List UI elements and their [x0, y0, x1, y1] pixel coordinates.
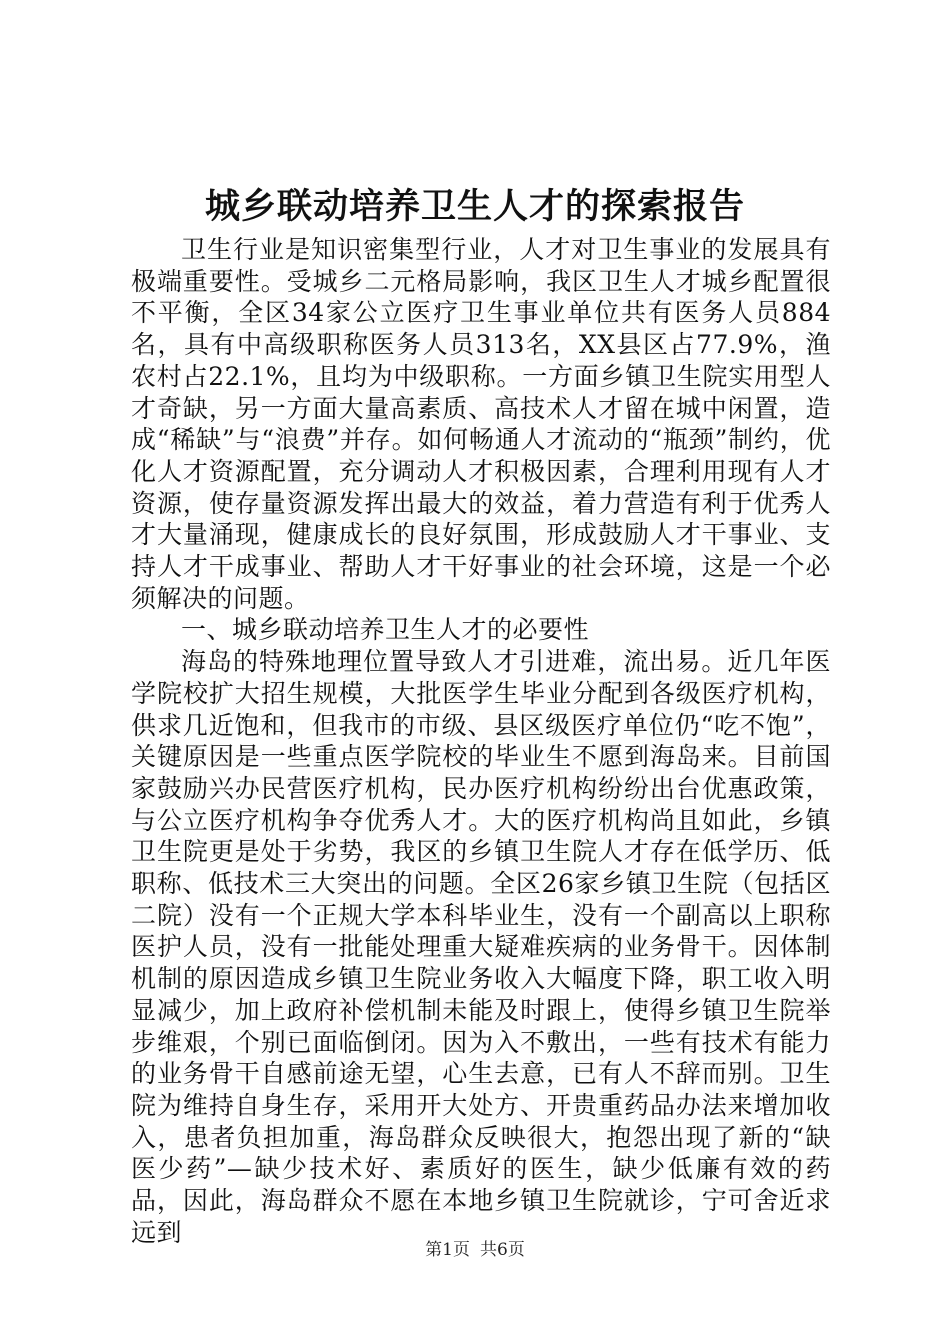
- page-footer: [0, 1238, 950, 1262]
- document-title: 城乡联动培养卫生人才的探索报告: [204, 186, 745, 227]
- intro-paragraph: 卫生行业是知识密集型行业，人才对卫生事业的发展具有极端重要性。受城乡二元格局影响，我区卫生人才城乡配置很不平衡，全区34家公立医疗卫生事业单位共有医务人员884名，具有中高级职称医务人员313名，XX县区占77.9%，渔农村占22.1%，且均为中级职称。一方面乡镇卫生院实用型人才奇缺，另一方面大量高素质、高技术人才留在城中闲置，造成“稀缺”与“浪费”并存。如何畅通人才流动的“瓶颈”制约，优化人才资源配置，充分调动人才积极因素，合理利用现有人才资源，使存量资源发挥出最大的效益，着力营造有利于优秀人才大量涌现，健康成长的良好氛围，形成鼓励人才干事业、支持人才干成事业、帮助人才干好事业的社会环境，这是一个必须解决的问题。: [131, 235, 831, 613]
- section-heading: 一、城乡联动培养卫生人才的必要性: [181, 615, 590, 645]
- body-paragraph: 海岛的特殊地理位置导致人才引进难，流出易。近几年医学院校扩大招生规模，大批医学生毕业分配到各级医疗机构，供求几近饱和，但我市的市级、县区级医疗单位仍“吃不饱”，关键原因是一些重点医学院校的毕业生不愿到海岛来。目前国家鼓励兴办民营医疗机构，民办医疗机构纷纷出台优惠政策，与公立医疗机构争夺优秀人才。大的医疗机构尚且如此，乡镇卫生院更是处于劣势，我区的乡镇卫生院人才存在低学历、低职称、低技术三大突出的问题。全区26家乡镇卫生院（包括区二院）没有一个正规大学本科毕业生，没有一个副高以上职称医护人员，没有一批能处理重大疑难疾病的业务骨干。因体制机制的原因造成乡镇卫生院业务收入大幅度下降，职工收入明显减少，加上政府补偿机制未能及时跟上，使得乡镇卫生院举步维艰，个别已面临倒闭。因为入不敷出，一些有技术有能力的业务骨干自感前途无望，心生去意，已有人不辞而别。卫生院为维持自身生存，采用开大处方、开贵重药品办法来增加收入，患者负担加重，海岛群众反映很大，抱怨出现了新的“缺医少药”—缺少技术好、素质好的医生，缺少低廉有效的药品，因此，海岛群众不愿在本地乡镇卫生院就诊，宁可舍近求远到: [131, 647, 831, 1247]
- document-body: [131, 234, 831, 1249]
- page-number: 第1页: [425, 1240, 470, 1260]
- page-total: 共6页: [480, 1240, 525, 1260]
